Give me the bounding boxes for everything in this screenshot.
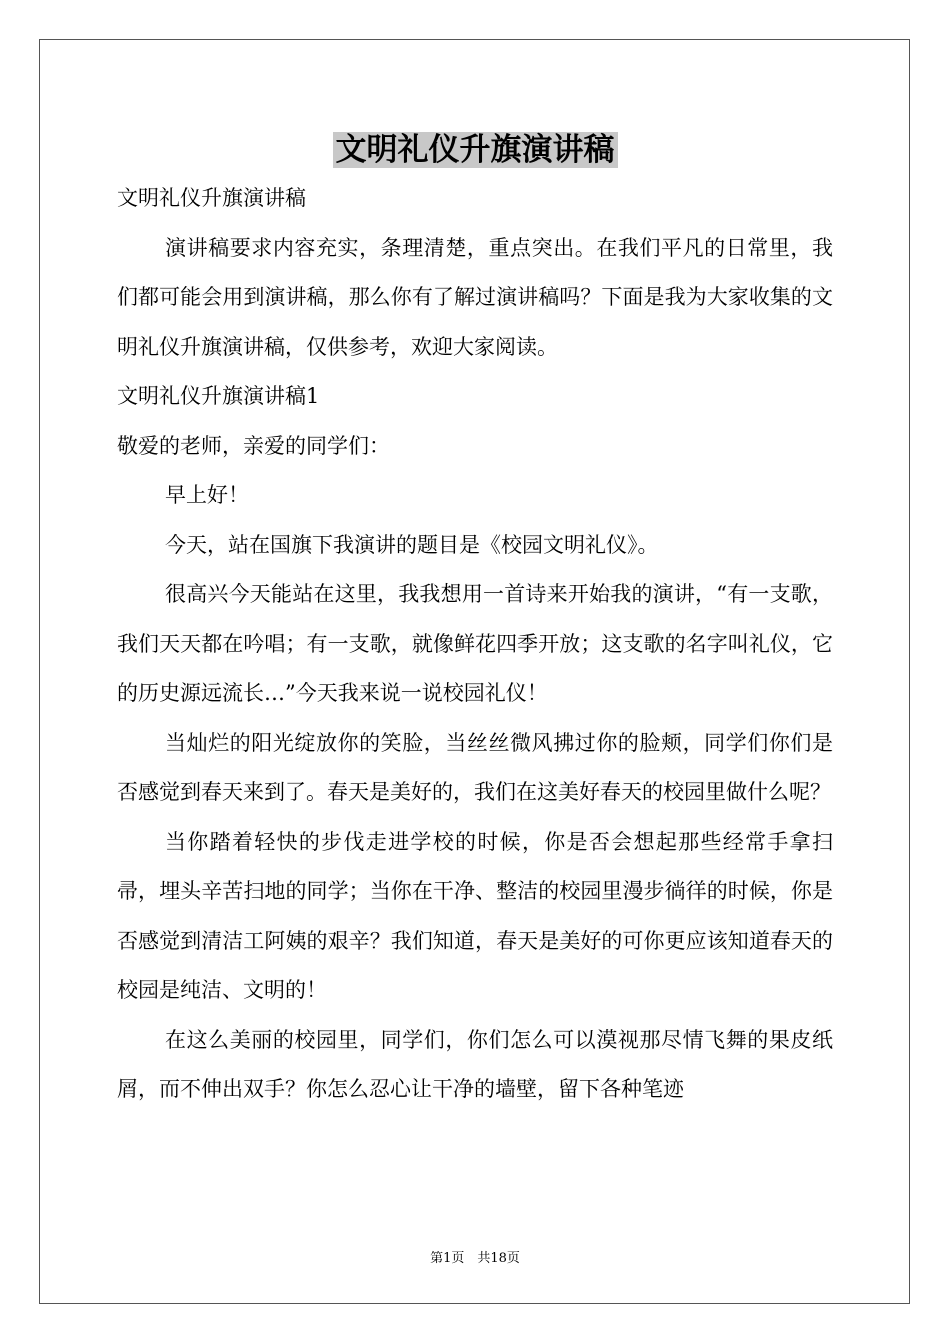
paragraph: 当灿烂的阳光绽放你的笑脸，当丝丝微风拂过你的脸颊，同学们你们是否感觉到春天来到了。春天是美好的，我们在这美好春天的校园里做什么呢？ <box>117 730 833 804</box>
paragraph: 演讲稿要求内容充实，条理清楚，重点突出。在我们平凡的日常里，我们都可能会用到演讲稿，那么你有了解过演讲稿吗？下面是我为大家收集的文明礼仪升旗演讲稿，仅供参考，欢迎大家阅读。 <box>117 235 833 359</box>
page-footer: 第1页 共18页 <box>430 1251 520 1266</box>
paragraph: 在这么美丽的校园里，同学们，你们怎么可以漠视那尽情飞舞的果皮纸屑，而不伸出双手？你怎么忍心让干净的墙壁，留下各种笔迹 <box>117 1027 833 1101</box>
paragraph: 当你踏着轻快的步伐走进学校的时候，你是否会想起那些经常手拿扫帚，埋头辛苦扫地的同学；当你在干净、整洁的校园里漫步徜徉的时候，你是否感觉到清洁工阿姨的艰辛？我们知道，春天是美好的可你更应该知道春天的校园是纯洁、文明的！ <box>117 829 833 1002</box>
paragraph: 敬爱的老师，亲爱的同学们： <box>117 433 390 458</box>
paragraph: 早上好！ <box>165 483 249 507</box>
paragraph: 很高兴今天能站在这里，我我想用一首诗来开始我的演讲，“有一支歌，我们天天都在吟唱；有一支歌，就像鲜花四季开放；这支歌的名字叫礼仪，它的历史源远流长…”今天我来说一说校园礼仪！ <box>117 582 833 705</box>
paragraph: 文明礼仪升旗演讲稿 <box>117 186 306 210</box>
document-body <box>117 174 833 1115</box>
paragraph: 今天，站在国旗下我演讲的题目是《校园文明礼仪》。 <box>165 532 659 557</box>
document-title <box>0 126 950 174</box>
paragraph: 文明礼仪升旗演讲稿1 <box>117 384 320 408</box>
document-title-text: 文明礼仪升旗演讲稿 <box>333 132 618 168</box>
